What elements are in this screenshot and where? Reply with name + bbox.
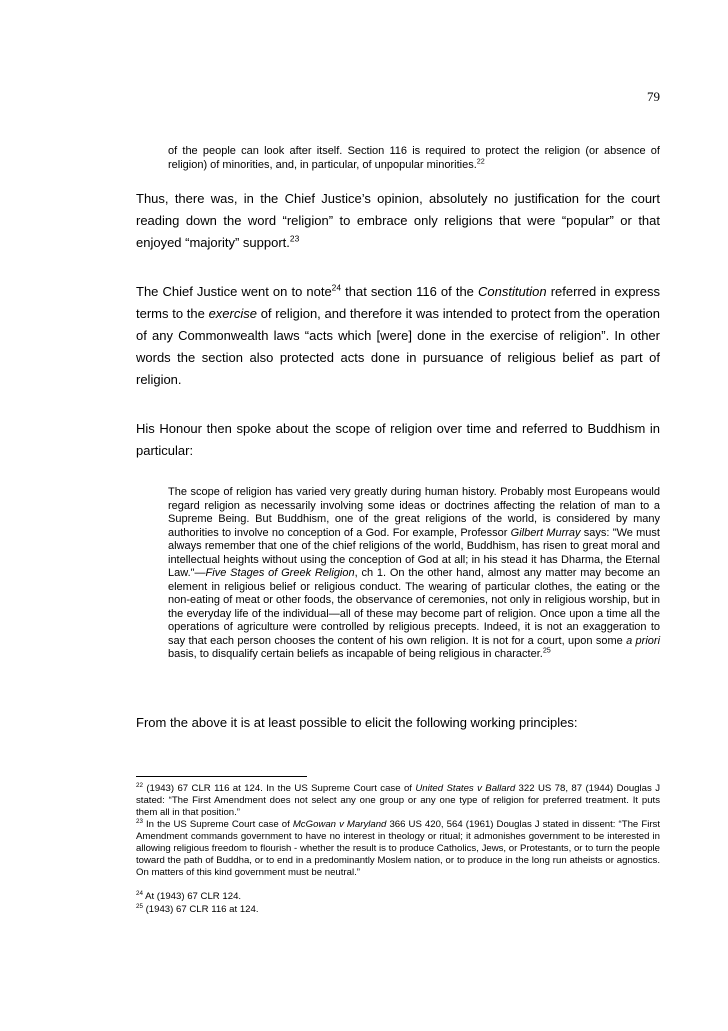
block-quote-2-italic-apriori: a priori	[626, 634, 661, 647]
paragraph-3-text: His Honour then spoke about the scope of religion over time and referred to Buddhism in particular:	[136, 421, 660, 458]
paragraph-2-italic-constitution: Constitution	[477, 284, 547, 299]
page-number: 79	[647, 89, 660, 104]
block-quote-2-text-c: says: "We must always remember that one of the chief religions of the world, Buddhism, has risen to great moral and intellectual heights without using the conception of God at all; in his stead it has Dharma, the Eternal Law."—	[168, 526, 660, 579]
footnote-ref-22: 22	[476, 156, 485, 165]
paragraph-1-text: Thus, there was, in the Chief Justice’s opinion, absolutely no justification for the court reading down the word “religion” to embrace only religions that were “popular” or that enjoyed “majority” support.	[136, 191, 660, 250]
block-quote-2-text-a: The scope of religion has varied very greatly during human history. Probably most Europeans would regard religion as necessarily involving some ideas or doctrines affecting the relation of man to a Supreme Being. But Buddhism, one of the great religions of the world, is considered by many authorities to involve no conception of a God. For example, Professor	[168, 486, 660, 539]
paragraph-2	[136, 281, 660, 391]
block-quote-2-text-e: , ch 1. On the other hand, almost any matter may become an element in religious belief or religious conduct. The wearing of particular clothes, the eating or the non-eating of meat or other foods, the observance of ceremonies, not only in religious worship, but in the everyday life of the individual—all of these may become part of religion. Once upon a time all the operations of agriculture were controlled by religious precepts. Indeed, it is not an exaggeration to say that each person chooses the content of his own religion. It is not for a court, upon some	[168, 567, 660, 647]
paragraph-1	[136, 188, 660, 254]
paragraph-2-text-b: that section 116 of the	[341, 284, 478, 299]
footnote-25	[136, 904, 660, 916]
footnote-24-text: At (1943) 67 CLR 124.	[142, 891, 242, 902]
block-quote-1	[168, 145, 660, 172]
footnote-25-text: (1943) 67 CLR 116 at 124.	[142, 904, 259, 915]
paragraph-4	[136, 712, 660, 734]
footnote-25-mark: 25	[136, 902, 143, 910]
block-quote-2-italic-murray: Gilbert Murray	[510, 526, 581, 539]
footnote-23	[136, 819, 660, 879]
footnote-23-text-c: 366 US 420, 564 (1961) Douglas J stated in dissent: “The First Amendment commands government to have no interest in theology or ritual; it admonishes government to be interested in allowing religious freedom to flourish - whether the result is to produce Catholics, Jews, or Protestants, or to turn the people toward the path of Buddha, or to end in a predominantly Moslem nation, or to produce in the long run atheists or agnostics. On matters of this kind government must be neutral.”	[136, 819, 660, 878]
footnote-24-mark: 24	[136, 889, 143, 897]
footnote-22	[136, 783, 660, 819]
footnote-separator	[136, 776, 307, 777]
footnote-22-italic-case: United States v Ballard	[415, 783, 516, 794]
paragraph-3	[136, 418, 660, 462]
paragraph-2-text-f: of religion, and therefore it was intended to protect from the operation of any Commonwealth laws “acts which [were] done in the exercise of religion”. In other words the section also protected acts done in pursuance of religious belief as part of religion.	[136, 306, 661, 387]
paragraph-2-italic-exercise: exercise	[208, 306, 257, 321]
paragraph-2-text-a: The Chief Justice went on to note	[136, 284, 332, 299]
footnote-22-mark: 22	[136, 781, 143, 789]
footnote-23-mark: 23	[136, 817, 143, 825]
footnote-23-italic-case: McGowan v Maryland	[292, 819, 387, 830]
footnote-23-text-a: In the US Supreme Court case of	[142, 819, 293, 830]
block-quote-1-text: of the people can look after itself. Section 116 is required to protect the religion (or absence of religion) of minorities, and, in particular, of unpopular minorities.	[168, 145, 660, 171]
footnote-24	[136, 891, 660, 903]
footnote-ref-23: 23	[289, 233, 300, 244]
footnote-ref-24: 24	[331, 282, 342, 293]
block-quote-2-italic-book: Five Stages of Greek Religion	[205, 567, 355, 579]
paragraph-4-text: From the above it is at least possible to elicit the following working principles:	[136, 715, 578, 730]
footnote-22-text-c: 322 US 78, 87 (1944) Douglas J stated: “The First Amendment does not select any one group or any one type of religion for preferred treatment. It puts them all in that position.”	[136, 783, 660, 818]
footnote-ref-25: 25	[542, 646, 551, 655]
block-quote-2	[168, 486, 660, 662]
footnote-22-text-a: (1943) 67 CLR 116 at 124. In the US Supreme Court case of	[142, 783, 416, 794]
paragraph-2-text-d: referred in express terms to the	[136, 284, 660, 321]
block-quote-2-text-g: basis, to disqualify certain beliefs as incapable of being religious in character.	[168, 648, 543, 660]
